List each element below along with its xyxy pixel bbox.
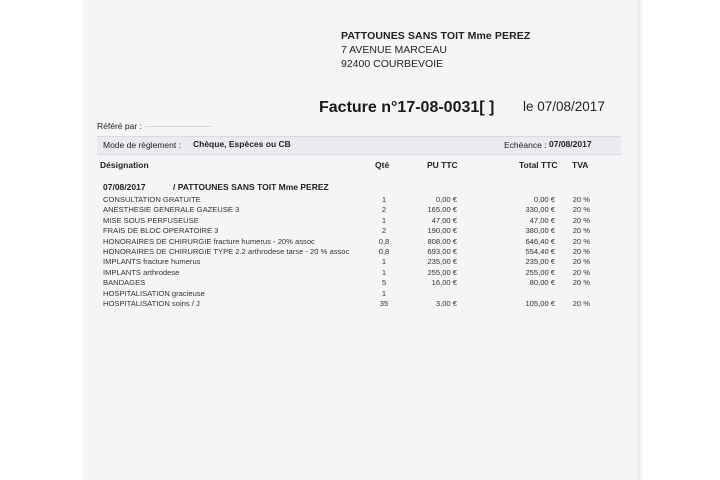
line-tva: 20 % [572,226,590,236]
table-row [83,226,638,236]
header-pu: PU TTC [427,160,458,170]
line-designation: IMPLANTS arthrodese [103,267,180,277]
table-row [83,216,638,226]
line-tva: 20 % [572,247,590,256]
line-unit-price: 235,00 € [427,257,457,267]
line-total: 80,00 € [529,278,555,288]
line-total: 255,00 € [525,267,555,277]
line-tva: 20 % [572,299,590,308]
line-designation: CONSULTATION GRATUITE [103,195,201,204]
payment-label: Mode de règlement : [103,140,181,150]
table-row [83,237,638,247]
line-total: 235,00 € [525,257,555,267]
line-tva: 20 % [572,257,590,267]
line-unit-price: 255,00 € [427,267,457,277]
line-designation: ANESTHESIE GENERALE GAZEUSE 3 [103,205,240,215]
table-row [83,268,638,278]
due-label: Echéance : [504,140,547,150]
group-name: / PATTOUNES SANS TOIT Mme PEREZ [173,182,329,192]
line-unit-price: 16,00 € [431,278,457,288]
table-row [83,289,638,299]
line-designation: HOSPITALISATION gracieuse [103,288,205,298]
table-row [83,278,638,288]
payment-value: Chèque, Espèces ou CB [193,139,291,149]
table-row [83,205,638,215]
line-total: 330,00 € [525,205,555,215]
line-tva: 20 % [572,215,590,225]
line-designation: IMPLANTS fracture humerus [103,257,201,267]
line-designation: BANDAGES [103,278,146,288]
line-unit-price: 190,00 € [427,226,457,236]
line-tva: 20 % [572,236,590,246]
line-tva: 20 % [572,195,590,204]
line-qte: 1 [381,288,387,298]
header-designation: Désignation [100,160,149,170]
line-qte: 1 [381,257,387,267]
line-unit-price: 3,00 € [435,299,457,308]
line-tva: 20 % [572,278,590,288]
line-total: 554,40 € [525,247,555,256]
line-unit-price: 165,00 € [427,205,457,215]
line-tva: 20 % [572,267,590,277]
line-unit-price: 47,00 € [431,215,457,225]
line-qte: 1 [381,267,387,277]
line-qte: 5 [381,278,387,288]
line-designation: HOSPITALISATION soins / J [103,299,200,308]
line-total: 646,40 € [525,236,555,246]
line-qte: 0,8 [378,236,390,246]
line-qte: 2 [381,205,387,215]
line-total: 105,00 € [525,299,555,308]
due-value: 07/08/2017 [549,139,592,149]
line-designation: HONORAIRES DE CHIRURGIE TYPE 2.2 arthrodese tarse - 20 % assoc [103,247,350,256]
sender-name: PATTOUNES SANS TOIT Mme PEREZ [341,30,531,42]
line-total: 47,00 € [529,215,555,225]
header-total: Total TTC [519,160,558,170]
line-qte: 1 [381,195,387,204]
line-qte: 0,8 [378,247,390,256]
header-qte: Qté [375,160,390,170]
sender-street: 7 AVENUE MARCEAU [341,44,447,56]
line-unit-price: 0,00 € [435,195,457,204]
table-row [83,247,638,257]
table-row [83,195,638,205]
invoice-date: le 07/08/2017 [523,99,605,114]
line-designation: HONORAIRES DE CHIRURGIE fracture humerus - 20% assoc [103,236,315,246]
header-tva: TVA [572,160,589,170]
line-total: 380,00 € [525,226,555,236]
referral-label: Référé par : [97,121,142,131]
invoice-page [83,0,638,480]
referral-line [145,126,211,127]
group-date: 07/08/2017 [103,182,146,192]
line-qte: 35 [379,299,389,308]
line-qte: 2 [381,226,387,236]
line-unit-price: 693,00 € [427,247,457,256]
line-unit-price: 808,00 € [427,236,457,246]
line-tva: 20 % [572,205,590,215]
line-designation: MISE SOUS PERFUSEUSE [103,215,199,225]
line-designation: FRAIS DE BLOC OPERATOIRE 3 [103,226,219,236]
invoice-title: Facture n°17-08-0031[ ] [319,99,495,116]
line-total: 0,00 € [533,195,555,204]
sender-city: 92400 COURBEVOIE [341,58,444,70]
table-row [83,257,638,267]
line-qte: 1 [381,215,387,225]
table-row [83,299,638,309]
